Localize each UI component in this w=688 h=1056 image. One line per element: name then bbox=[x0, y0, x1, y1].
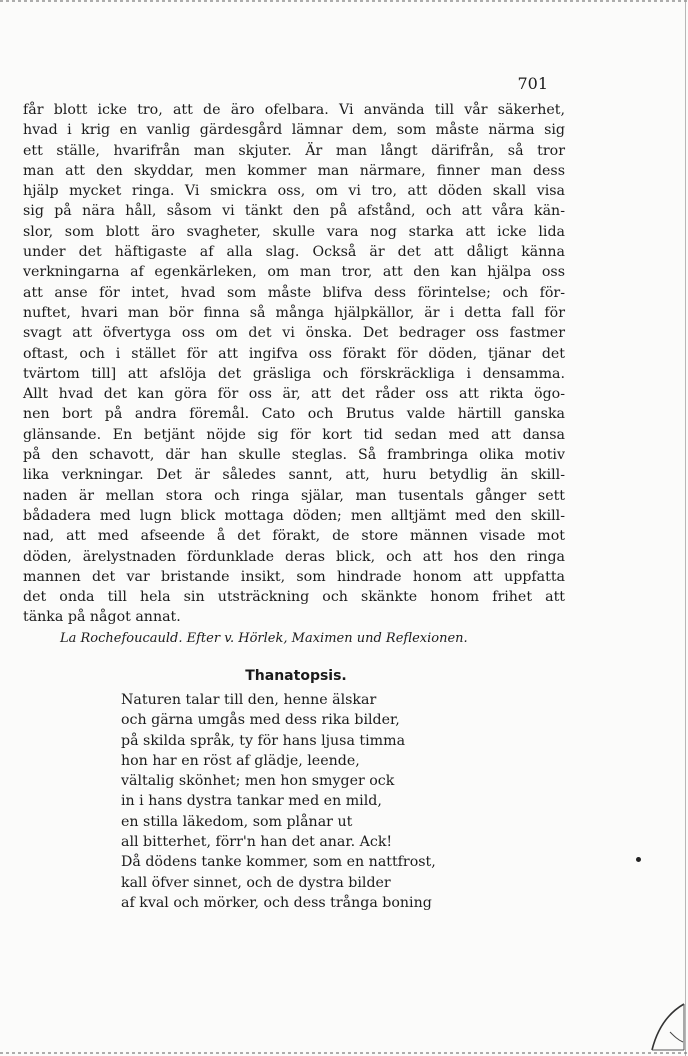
poem-line: all bitterhet, förr'n han det anar. Ack! bbox=[121, 834, 393, 851]
prose-line: nuftet, hvari man bör finna så många hjälpkällor, är i detta fall för bbox=[23, 304, 565, 321]
prose-line: tänka på något annat. bbox=[23, 609, 181, 626]
poem-line: och gärna umgås med dess rika bilder, bbox=[121, 712, 400, 729]
page-bottom-edge bbox=[0, 1052, 688, 1054]
poem-line: vältalig skönhet; men hon smyger ock bbox=[121, 773, 395, 790]
prose-line: bådadera med lugn blick mottaga döden; men alltjämt med den skill- bbox=[23, 507, 565, 524]
prose-line: Allt hvad det kan göra för oss är, att det råder oss att rikta ögo- bbox=[23, 386, 565, 403]
poem-line: en stilla läkedom, som plånar ut bbox=[121, 813, 353, 830]
poem-line: af kval och mörker, och dess trånga boning bbox=[121, 894, 432, 911]
prose-line: naden är mellan stora och ringa själar, man tusentals gånger sett bbox=[23, 487, 565, 504]
prose-line: tvärtom till] att afslöja det gräsliga och förskräckliga i densamma. bbox=[23, 365, 565, 382]
prose-line: nen bort på andra föremål. Cato och Brutus valde härtill ganska bbox=[23, 406, 565, 423]
page-right-edge bbox=[685, 0, 686, 1056]
page-corner-curl-icon bbox=[650, 1002, 686, 1052]
poem-title: Thanatopsis. bbox=[245, 668, 347, 684]
page-number: 701 bbox=[517, 74, 548, 93]
prose-line: hvad i krig en vanlig gärdesgård lämnar dem, som måste närma sig bbox=[23, 122, 565, 139]
prose-line: mannen det var bristande insikt, som hindrade honom att uppfatta bbox=[23, 568, 565, 585]
prose-line: glänsande. En betjänt nöjde sig för kort tid sedan med att dansa bbox=[23, 426, 565, 443]
quote-attribution: La Rochefoucauld. Efter v. Hörlek, Maximen und Reflexionen. bbox=[60, 631, 468, 646]
prose-paragraph bbox=[23, 100, 565, 628]
prose-line: slor, som blott äro svagheter, skulle vara nog starka att icke lida bbox=[23, 223, 565, 240]
prose-line: ett ställe, hvarifrån man skjuter. Är man långt därifrån, så tror bbox=[23, 142, 565, 159]
prose-line: på den schavott, där han skulle steglas. Så frambringa olika motiv bbox=[23, 447, 565, 464]
poem-line: in i hans dystra tankar med en mild, bbox=[121, 793, 382, 810]
prose-line: döden, ärelystnaden fördunklade deras blick, och att hos den ringa bbox=[23, 548, 565, 565]
prose-line: oftast, och i stället för att ingifva oss förakt för döden, tjänar det bbox=[23, 345, 565, 362]
prose-line: att anse för intet, hvad som måste blifva dess förintelse; och för- bbox=[23, 284, 565, 301]
page-top-edge bbox=[0, 0, 688, 2]
poem-line: kall öfver sinnet, och de dystra bilder bbox=[121, 874, 391, 891]
prose-line: man att den skyddar, men kommer man närmare, finner man dess bbox=[23, 162, 565, 179]
prose-line: svagt att öfvertyga oss om det vi önska. Det bedrager oss fastmer bbox=[23, 325, 565, 342]
ink-dot bbox=[636, 857, 641, 862]
poem-line: på skilda språk, ty för hans ljusa timma bbox=[121, 732, 406, 749]
poem-line: hon har en röst af glädje, leende, bbox=[121, 752, 360, 769]
prose-line: hjälp mycket ringa. Vi smickra oss, om vi tro, att döden skall visa bbox=[23, 183, 565, 200]
prose-line: det onda till hela sin utsträckning och skänkte honom frihet att bbox=[23, 589, 565, 606]
poem-line: Då dödens tanke kommer, som en nattfrost, bbox=[121, 854, 436, 871]
prose-line: får blott icke tro, att de äro ofelbara. Vi använda till vår säkerhet, bbox=[23, 102, 565, 118]
prose-line: sig på nära håll, såsom vi tänkt den på afstånd, och att våra kän- bbox=[23, 203, 565, 220]
prose-line: under det häftigaste af alla slag. Också är det att dåligt känna bbox=[23, 244, 565, 261]
prose-line: nad, att med afseende å det förakt, de store männen visade mot bbox=[23, 528, 565, 545]
poem-line: Naturen talar till den, henne älskar bbox=[121, 692, 377, 708]
prose-line: verkningarna af egenkärleken, om man tror, att den kan hjälpa oss bbox=[23, 264, 565, 281]
poem-stanza bbox=[121, 690, 461, 913]
prose-line: lika verkningar. Det är således sannt, att, huru betydlig än skill- bbox=[23, 467, 565, 484]
